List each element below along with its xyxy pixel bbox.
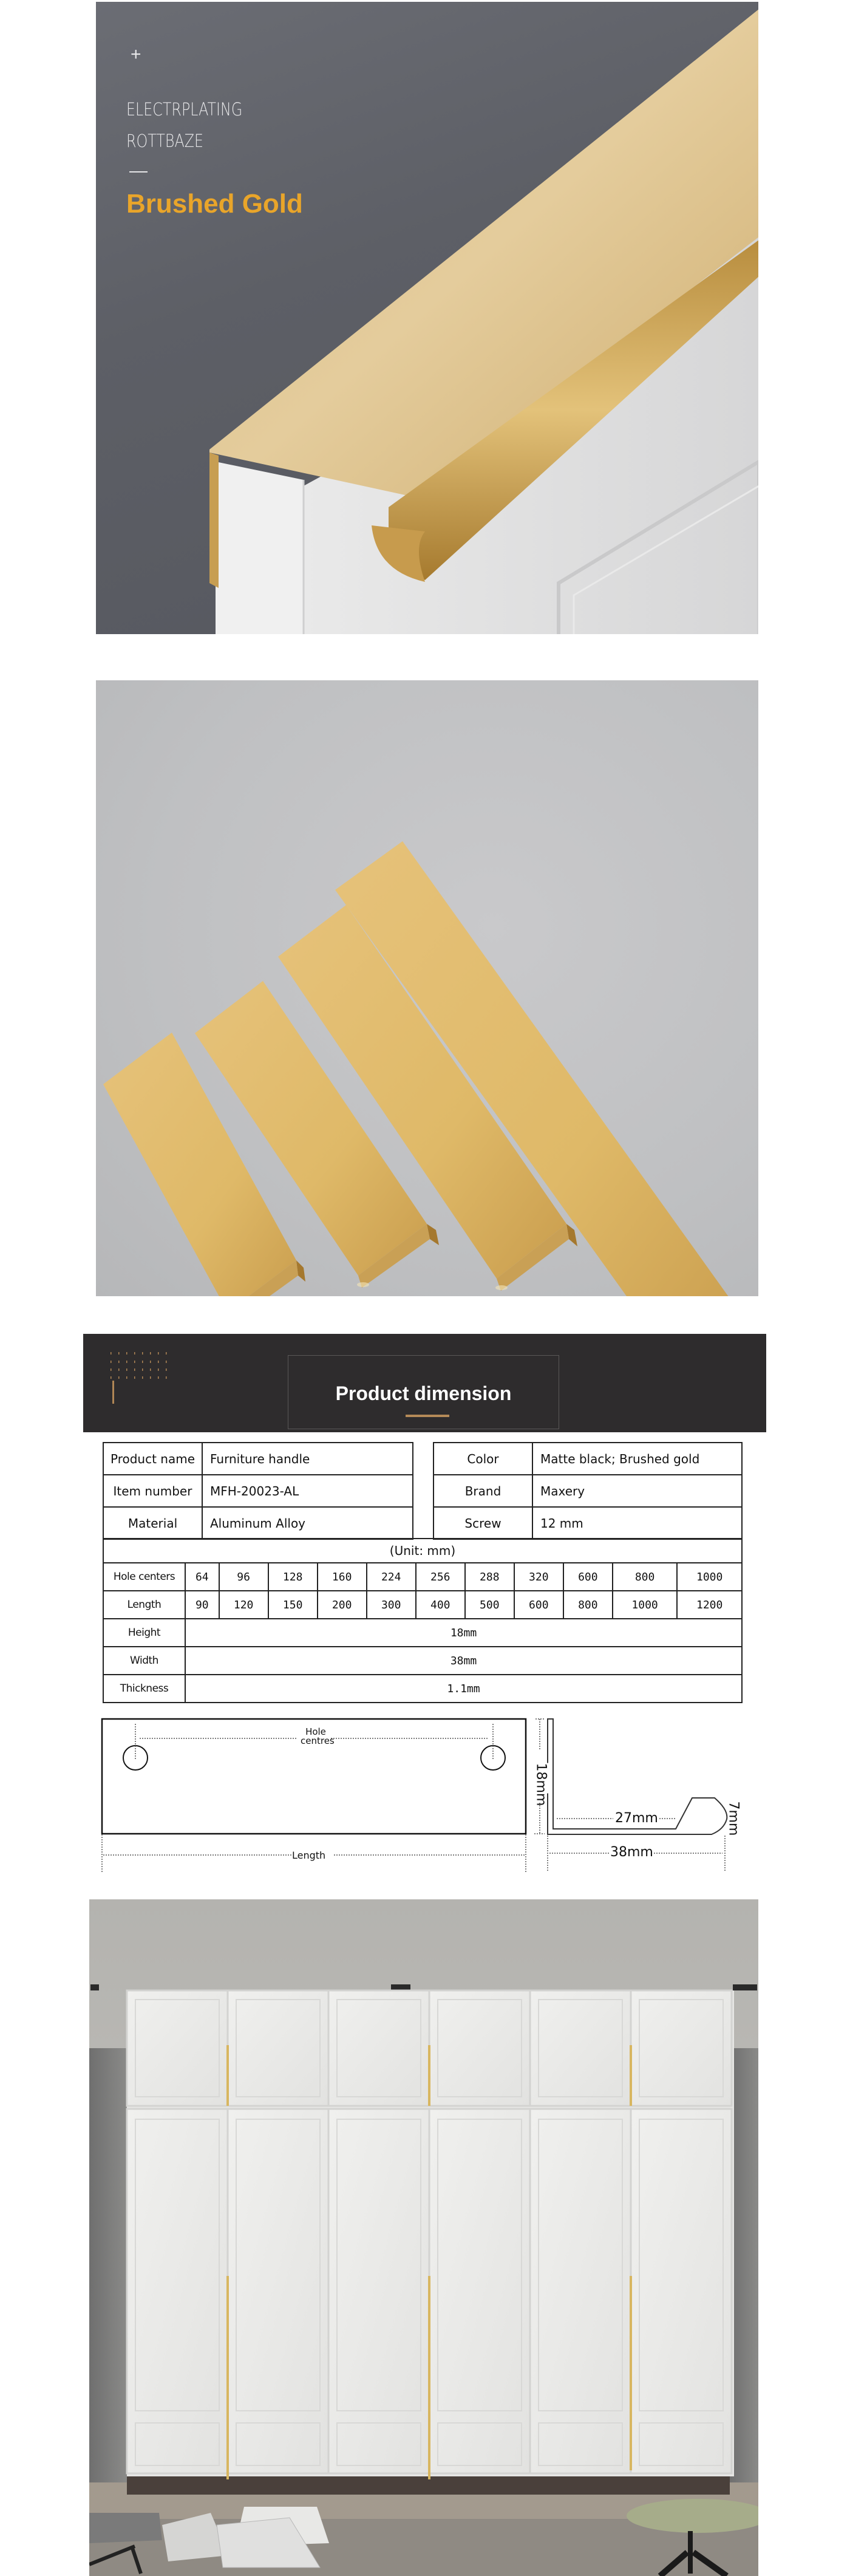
- hole-center-cell: 128: [268, 1563, 318, 1591]
- lip-height-label: 7mm: [726, 1801, 741, 1836]
- length-cell: 600: [514, 1591, 563, 1619]
- unit-note: (Unit: mm): [103, 1539, 742, 1563]
- hole-center-cell: 288: [465, 1563, 514, 1591]
- hero-subtitle-line2: ROTTBAZE: [126, 131, 204, 151]
- hole-center-cell: 64: [185, 1563, 219, 1591]
- product-dimension-banner: [83, 1334, 766, 1432]
- spec-label: Material: [103, 1507, 202, 1539]
- unit-row: [103, 1539, 742, 1563]
- spec-row: [103, 1475, 413, 1507]
- hole-center-cell: 224: [367, 1563, 416, 1591]
- height-dimension-label: 18mm: [533, 1763, 549, 1806]
- spec-label: Item number: [103, 1475, 202, 1507]
- title-underline: [406, 1415, 449, 1417]
- row-label: Thickness: [103, 1675, 185, 1703]
- spec-table-left: [103, 1442, 413, 1540]
- spec-label: Color: [433, 1443, 532, 1475]
- spec-row: [433, 1507, 742, 1539]
- spec-row: [103, 1443, 413, 1475]
- hole-center-cell: 96: [219, 1563, 268, 1591]
- length-row: [103, 1591, 742, 1619]
- hole-center-cell: 160: [318, 1563, 367, 1591]
- hole-centers-row: [103, 1563, 742, 1591]
- length-cell: 400: [416, 1591, 465, 1619]
- four-gold-handles-illustration: [96, 680, 758, 1296]
- hole-center-cell: 256: [416, 1563, 465, 1591]
- section-title: Product dimension: [335, 1382, 512, 1404]
- length-cell: 90: [185, 1591, 219, 1619]
- spec-table-right: [433, 1442, 743, 1540]
- hero-title: Brushed Gold: [126, 189, 303, 219]
- height-row: [103, 1619, 742, 1647]
- spec-label: Brand: [433, 1475, 532, 1507]
- thickness-row: [103, 1675, 742, 1703]
- wardrobe-scene-illustration: [89, 1899, 758, 2576]
- row-label: Length: [103, 1591, 185, 1619]
- dimension-table: [103, 1538, 743, 1703]
- spec-value: Furniture handle: [202, 1443, 413, 1475]
- length-cell: 200: [318, 1591, 367, 1619]
- hole-label-line2: centres: [301, 1735, 335, 1746]
- row-label: Hole centers: [103, 1563, 185, 1591]
- gold-handle-closeup-illustration: [96, 2, 758, 634]
- length-cell: 500: [465, 1591, 514, 1619]
- spec-row: [433, 1475, 742, 1507]
- hole-center-cell: 1000: [677, 1563, 742, 1591]
- width-row: [103, 1647, 742, 1675]
- hero-product-photo: [96, 2, 758, 634]
- row-label: Width: [103, 1647, 185, 1675]
- hole-center-cell: 320: [514, 1563, 563, 1591]
- hole-label-line1: Hole: [305, 1726, 326, 1737]
- spec-value: 12 mm: [532, 1507, 742, 1539]
- plus-icon: +: [131, 44, 141, 64]
- width-value: 38mm: [185, 1647, 742, 1675]
- length-cell: 1000: [613, 1591, 678, 1619]
- spec-value: Maxery: [532, 1475, 742, 1507]
- hole-centres-label: [301, 1726, 335, 1746]
- spec-label: Product name: [103, 1443, 202, 1475]
- height-value: 18mm: [185, 1619, 742, 1647]
- row-label: Height: [103, 1619, 185, 1647]
- length-cell: 150: [268, 1591, 318, 1619]
- length-cell: 1200: [677, 1591, 742, 1619]
- hero-subtitle-line1: ELECTRPLATING: [126, 99, 243, 120]
- hole-center-cell: 600: [563, 1563, 613, 1591]
- length-cell: 800: [563, 1591, 613, 1619]
- length-cell: 300: [367, 1591, 416, 1619]
- thickness-value: 1.1mm: [185, 1675, 742, 1703]
- drawing-lines: [0, 1701, 850, 1883]
- handle-lineup-photo: [96, 680, 758, 1296]
- dot-grid-decoration: [110, 1352, 171, 1379]
- spec-label: Screw: [433, 1507, 532, 1539]
- inner-width-label: 27mm: [615, 1811, 658, 1826]
- length-label: Length: [292, 1850, 326, 1861]
- hole-center-cell: 800: [613, 1563, 678, 1591]
- lounge-chair: [89, 2513, 162, 2543]
- spec-row: [103, 1507, 413, 1539]
- spec-row: [433, 1443, 742, 1475]
- spec-value: MFH-20023-AL: [202, 1475, 413, 1507]
- title-frame: [288, 1355, 559, 1429]
- spec-value: Matte black; Brushed gold: [532, 1443, 742, 1475]
- length-cell: 120: [219, 1591, 268, 1619]
- accent-bar: [112, 1381, 114, 1404]
- technical-drawing: [0, 1701, 850, 1883]
- spec-value: Aluminum Alloy: [202, 1507, 413, 1539]
- hero-divider: [129, 171, 148, 173]
- wardrobe-room-photo: [89, 1899, 758, 2576]
- total-width-label: 38mm: [610, 1845, 653, 1860]
